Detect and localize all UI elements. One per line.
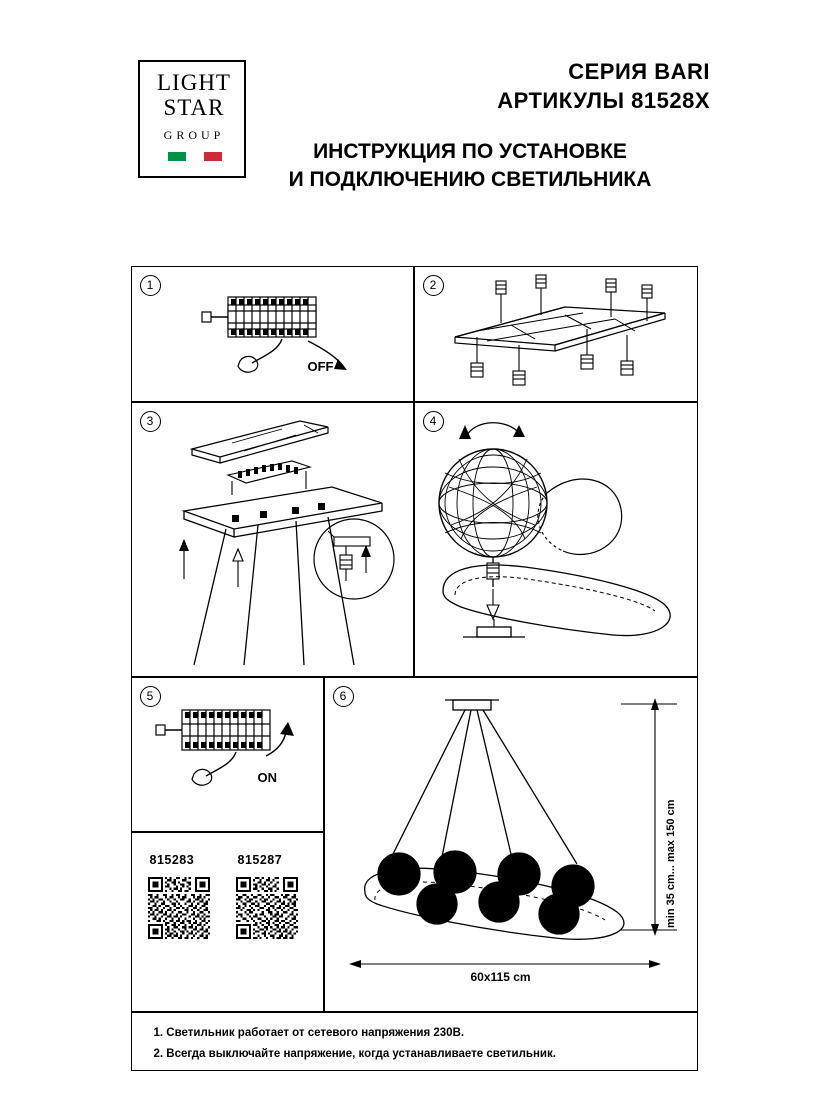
article-title: АРТИКУЛЫ 81528X xyxy=(497,88,710,113)
step-4-number: 4 xyxy=(423,411,444,432)
qr-codes-cell xyxy=(131,832,324,1012)
height-dimension-label: min 35 cm... max 150 cm xyxy=(664,799,677,928)
step-2-number: 2 xyxy=(423,275,444,296)
qr-code-815287[interactable] xyxy=(236,877,298,939)
logo-group-text: GROUP xyxy=(163,128,225,142)
step-5-cell xyxy=(131,677,324,832)
instruction-title xyxy=(230,138,710,194)
note-2: 2. Всегда выключайте напряжение, когда устанавливаете светильник. xyxy=(153,1047,556,1060)
step-2-illustration xyxy=(415,267,697,400)
italian-flag-icon xyxy=(168,152,222,161)
step-3-number: 3 xyxy=(140,411,161,432)
instruction-line-1: ИНСТРУКЦИЯ ПО УСТАНОВКЕ xyxy=(313,140,627,163)
step-1-cell xyxy=(131,266,414,402)
series-title: СЕРИЯ BARI xyxy=(568,59,710,84)
title-block xyxy=(290,58,710,116)
product-code-1: 815283 xyxy=(149,852,195,867)
qr-code-815283[interactable] xyxy=(148,877,210,939)
step-6-number: 6 xyxy=(333,686,354,707)
logo-line-1: LIGHT xyxy=(157,70,231,95)
step-3-illustration xyxy=(132,403,413,675)
step-1-off-label: OFF xyxy=(307,358,334,374)
step-4-illustration xyxy=(415,403,697,675)
step-5-number: 5 xyxy=(140,686,161,707)
product-code-2: 815287 xyxy=(237,852,283,867)
step-1-number: 1 xyxy=(140,275,161,296)
instruction-grid xyxy=(131,266,695,1068)
logo-line-2: STAR xyxy=(163,95,225,120)
page-header xyxy=(0,48,826,208)
note-1: 1. Светильник работает от сетевого напряжения 230В. xyxy=(153,1026,465,1039)
step-2-cell xyxy=(414,266,698,402)
notes-text xyxy=(154,1023,556,1065)
step-3-cell xyxy=(131,402,414,677)
step-5-on-label: ON xyxy=(257,769,277,785)
step-1-illustration xyxy=(132,267,413,400)
step-6-cell xyxy=(324,677,698,1012)
notes-cell xyxy=(131,1012,698,1071)
step-4-cell xyxy=(414,402,698,677)
instruction-line-2: И ПОДКЛЮЧЕНИЮ СВЕТИЛЬНИКА xyxy=(288,168,652,191)
width-dimension-label: 60x115 cm xyxy=(470,969,531,984)
step-6-illustration xyxy=(325,678,697,1010)
logo-wordmark xyxy=(140,70,248,120)
